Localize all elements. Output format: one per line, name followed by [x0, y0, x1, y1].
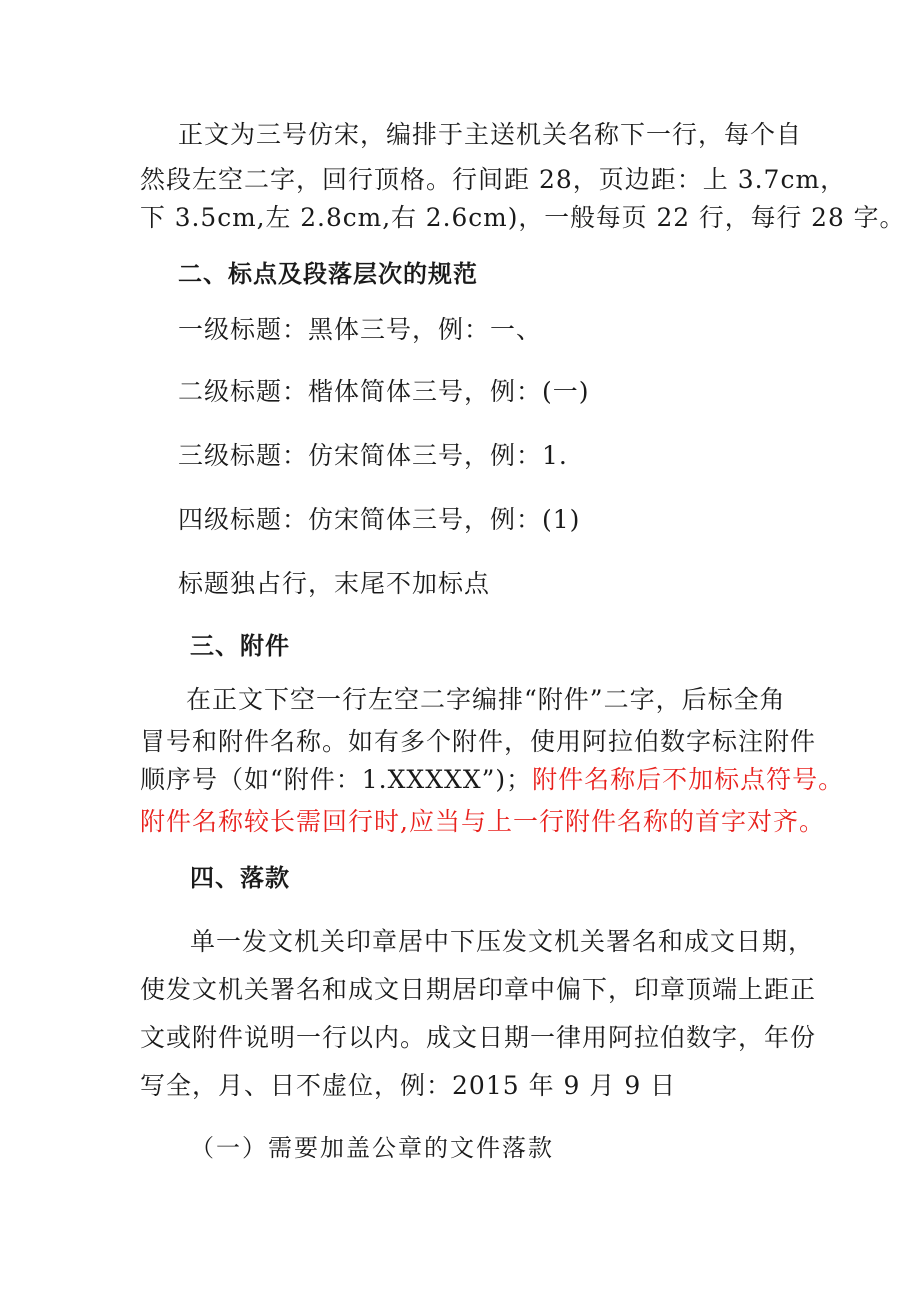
body-spec-line-1: 正文为三号仿宋，编排于主送机关名称下一行，每个自	[178, 120, 803, 149]
heading-level-2-spec: 二级标题：楷体简体三号，例：(一)	[178, 377, 590, 406]
heading-level-4-spec: 四级标题：仿宋简体三号，例：(1)	[178, 505, 581, 534]
body-spec-line-2: 然段左空二字，回行顶格。行间距 28，页边距：上 3.7cm，	[140, 165, 847, 194]
attachment-line-1: 在正文下空一行左空二字编排“附件”二字，后标全角	[186, 685, 786, 714]
signature-line-4: 写全，月、日不虚位，例：2015 年 9 月 9 日	[140, 1071, 677, 1100]
signature-line-2: 使发文机关署名和成文日期居印章中偏下，印章顶端上距正	[140, 975, 817, 1004]
signature-line-3: 文或附件说明一行以内。成文日期一律用阿拉伯数字，年份	[140, 1023, 817, 1052]
attachment-line-2: 冒号和附件名称。如有多个附件，使用阿拉伯数字标注附件	[140, 727, 817, 756]
heading-level-3-spec: 三级标题：仿宋简体三号，例：1.	[178, 441, 568, 470]
signature-line-1: 单一发文机关印章居中下压发文机关署名和成文日期，	[190, 927, 815, 956]
heading-level-1-spec: 一级标题：黑体三号，例：一、	[178, 315, 543, 344]
section-3-heading: 三、附件	[190, 632, 290, 660]
section-2-heading: 二、标点及段落层次的规范	[178, 260, 478, 288]
attachment-rule-highlight-2: 附件名称较长需回行时,应当与上一行附件名称的首字对齐。	[140, 807, 825, 836]
attachment-rule-highlight: 附件名称后不加标点符号。	[532, 765, 845, 794]
section-4-heading: 四、落款	[190, 864, 290, 892]
heading-punctuation-note: 标题独占行，末尾不加标点	[178, 569, 491, 598]
attachment-line-3-text: 顺序号（如“附件：1.XXXXX”)；	[140, 765, 533, 794]
subsection-heading: （一）需要加盖公章的文件落款	[190, 1134, 554, 1162]
body-spec-line-3: 下 3.5cm,左 2.8cm,右 2.6cm)，一般每页 22 行，每行 28 字。	[140, 203, 906, 232]
attachment-line-3	[140, 765, 844, 795]
